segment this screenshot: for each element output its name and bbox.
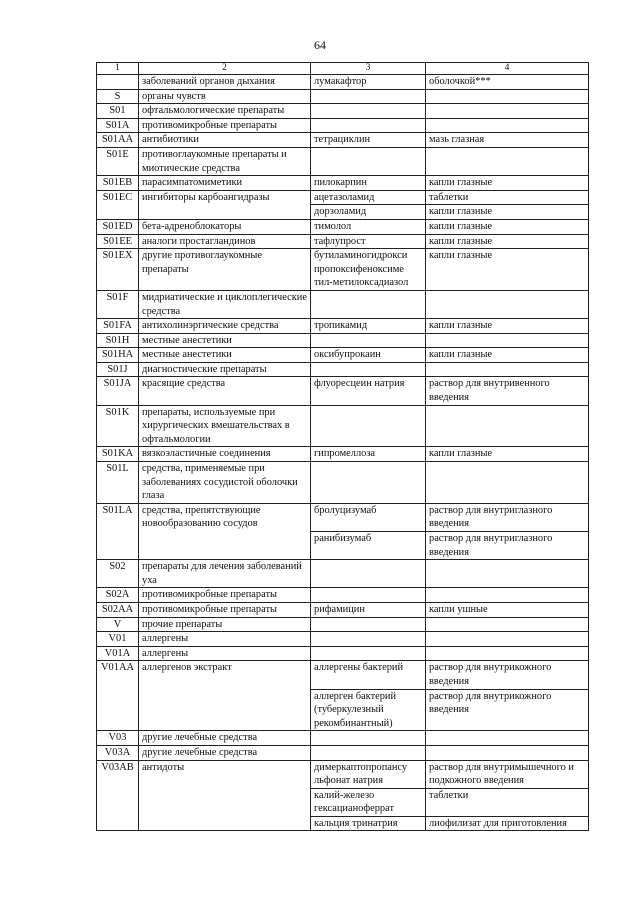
- drug-name-cell: [311, 89, 426, 104]
- anatomical-group-cell: препараты, используемые при хирургических вмешательствах в офтальмологии: [139, 405, 311, 447]
- table-row: [97, 333, 589, 348]
- table-row: [97, 176, 589, 191]
- table-row: [97, 602, 589, 617]
- anatomical-group-cell: средства, препятствующие новообразованию сосудов: [139, 503, 311, 559]
- atc-code-cell: S01EE: [97, 234, 139, 249]
- dosage-form-cell: [426, 560, 589, 588]
- dosage-form-cell: [426, 617, 589, 632]
- atc-code-cell: S01EB: [97, 176, 139, 191]
- column-header: 2: [139, 63, 311, 75]
- atc-code-cell: V01: [97, 632, 139, 647]
- atc-code-cell: S01FA: [97, 319, 139, 334]
- dosage-form-cell: таблетки: [426, 788, 589, 816]
- atc-code-cell: S01AA: [97, 133, 139, 148]
- drug-name-cell: аллерген бактерий (туберкулезный рекомбинантный): [311, 689, 426, 731]
- atc-code-cell: V: [97, 617, 139, 632]
- dosage-form-cell: мазь глазная: [426, 133, 589, 148]
- atc-code-cell: S01KA: [97, 447, 139, 462]
- anatomical-group-cell: аналоги простагландинов: [139, 234, 311, 249]
- anatomical-group-cell: противомикробные препараты: [139, 118, 311, 133]
- dosage-form-cell: лиофилизат для приготовления: [426, 816, 589, 831]
- page-number: 64: [314, 38, 326, 52]
- drug-name-cell: рифамицин: [311, 602, 426, 617]
- drug-name-cell: калий-железо гексацианоферрат: [311, 788, 426, 816]
- drug-name-cell: лумакафтор: [311, 75, 426, 90]
- dosage-form-cell: [426, 588, 589, 603]
- dosage-form-cell: [426, 290, 589, 318]
- dosage-form-cell: [426, 362, 589, 377]
- table-row: [97, 219, 589, 234]
- drug-name-cell: тафлупрост: [311, 234, 426, 249]
- atc-code-cell: S02: [97, 560, 139, 588]
- anatomical-group-cell: другие лечебные средства: [139, 745, 311, 760]
- dosage-form-cell: [426, 104, 589, 119]
- anatomical-group-cell: аллергенов экстракт: [139, 661, 311, 731]
- column-header: 3: [311, 63, 426, 75]
- table-row: [97, 661, 589, 689]
- drug-name-cell: флуоресцеин натрия: [311, 377, 426, 405]
- table-row: [97, 646, 589, 661]
- drug-name-cell: ранибизумаб: [311, 532, 426, 560]
- atc-code-cell: S01EC: [97, 190, 139, 219]
- dosage-form-cell: капли ушные: [426, 602, 589, 617]
- atc-code-cell: [97, 75, 139, 90]
- drug-name-cell: [311, 588, 426, 603]
- drug-name-cell: бролуцизумаб: [311, 503, 426, 531]
- drug-name-cell: димеркаптопропансу льфонат натрия: [311, 760, 426, 788]
- drug-name-cell: оксибупрокаин: [311, 348, 426, 363]
- anatomical-group-cell: местные анестетики: [139, 333, 311, 348]
- table-row: [97, 377, 589, 405]
- anatomical-group-cell: другие противоглаукомные препараты: [139, 249, 311, 291]
- drug-name-cell: тропикамид: [311, 319, 426, 334]
- atc-code-cell: V03A: [97, 745, 139, 760]
- table-row: [97, 104, 589, 119]
- atc-code-cell: S01ED: [97, 219, 139, 234]
- anatomical-group-cell: аллергены: [139, 646, 311, 661]
- dosage-form-cell: капли глазные: [426, 348, 589, 363]
- dosage-form-cell: капли глазные: [426, 219, 589, 234]
- drug-name-cell: аллергены бактерий: [311, 661, 426, 689]
- atc-code-cell: S01F: [97, 290, 139, 318]
- dosage-form-cell: [426, 745, 589, 760]
- table-row: [97, 133, 589, 148]
- anatomical-group-cell: красящие средства: [139, 377, 311, 405]
- dosage-form-cell: [426, 731, 589, 746]
- column-header: 1: [97, 63, 139, 75]
- atc-code-cell: V01AA: [97, 661, 139, 731]
- table-row: [97, 290, 589, 318]
- dosage-form-cell: раствор для внутримышечного и подкожного введения: [426, 760, 589, 788]
- anatomical-group-cell: офтальмологические препараты: [139, 104, 311, 119]
- drug-name-cell: [311, 104, 426, 119]
- table-row: [97, 588, 589, 603]
- anatomical-group-cell: мидриатические и циклоплегические средства: [139, 290, 311, 318]
- table-row: [97, 462, 589, 504]
- table-row: [97, 89, 589, 104]
- anatomical-group-cell: антибиотики: [139, 133, 311, 148]
- drug-name-cell: [311, 560, 426, 588]
- table-row: [97, 503, 589, 531]
- drug-name-cell: кальция тринатрия: [311, 816, 426, 831]
- atc-code-cell: S01H: [97, 333, 139, 348]
- drug-name-cell: гипромеллоза: [311, 447, 426, 462]
- table-row: [97, 75, 589, 90]
- anatomical-group-cell: органы чувств: [139, 89, 311, 104]
- atc-code-cell: S01K: [97, 405, 139, 447]
- drug-name-cell: [311, 362, 426, 377]
- drug-name-cell: бутиламиногидрокси пропоксифеноксиме тил-метилоксадиазол: [311, 249, 426, 291]
- anatomical-group-cell: антихолинэргические средства: [139, 319, 311, 334]
- drug-name-cell: [311, 118, 426, 133]
- anatomical-group-cell: ингибиторы карбоангидразы: [139, 190, 311, 219]
- drug-name-cell: [311, 333, 426, 348]
- table-row: [97, 447, 589, 462]
- table-header-row: [97, 63, 589, 75]
- drug-name-cell: дорзоламид: [311, 205, 426, 220]
- dosage-form-cell: [426, 646, 589, 661]
- drug-name-cell: [311, 405, 426, 447]
- atc-code-cell: S01JA: [97, 377, 139, 405]
- table-row: [97, 745, 589, 760]
- table-row: [97, 617, 589, 632]
- atc-code-cell: V03: [97, 731, 139, 746]
- drug-name-cell: тимолол: [311, 219, 426, 234]
- dosage-form-cell: капли глазные: [426, 205, 589, 220]
- atc-code-cell: S01A: [97, 118, 139, 133]
- anatomical-group-cell: средства, применяемые при заболеваниях сосудистой оболочки глаза: [139, 462, 311, 504]
- atc-code-cell: S01: [97, 104, 139, 119]
- anatomical-group-cell: противомикробные препараты: [139, 588, 311, 603]
- drug-name-cell: пилокарпин: [311, 176, 426, 191]
- drug-name-cell: [311, 632, 426, 647]
- table-row: [97, 118, 589, 133]
- drug-name-cell: [311, 462, 426, 504]
- dosage-form-cell: раствор для внутриглазного введения: [426, 532, 589, 560]
- dosage-form-cell: [426, 405, 589, 447]
- table-row: [97, 319, 589, 334]
- anatomical-group-cell: прочие препараты: [139, 617, 311, 632]
- anatomical-group-cell: заболеваний органов дыхания: [139, 75, 311, 90]
- drug-name-cell: тетрациклин: [311, 133, 426, 148]
- table-row: [97, 362, 589, 377]
- atc-code-cell: S01E: [97, 147, 139, 175]
- table-row: [97, 147, 589, 175]
- atc-code-cell: S01LA: [97, 503, 139, 559]
- atc-code-cell: S02A: [97, 588, 139, 603]
- drug-name-cell: [311, 617, 426, 632]
- anatomical-group-cell: парасимпатомиметики: [139, 176, 311, 191]
- dosage-form-cell: капли глазные: [426, 176, 589, 191]
- table-body: [97, 75, 589, 831]
- table-row: [97, 190, 589, 205]
- anatomical-group-cell: местные анестетики: [139, 348, 311, 363]
- atc-code-cell: S: [97, 89, 139, 104]
- table-row: [97, 348, 589, 363]
- table-row: [97, 249, 589, 291]
- atc-code-cell: S01L: [97, 462, 139, 504]
- table-row: [97, 632, 589, 647]
- dosage-form-cell: раствор для внутриглазного введения: [426, 503, 589, 531]
- dosage-form-cell: таблетки: [426, 190, 589, 205]
- drug-name-cell: [311, 147, 426, 175]
- dosage-form-cell: [426, 147, 589, 175]
- table-row: [97, 405, 589, 447]
- anatomical-group-cell: противомикробные препараты: [139, 602, 311, 617]
- column-header: 4: [426, 63, 589, 75]
- drug-name-cell: [311, 745, 426, 760]
- anatomical-group-cell: бета-адреноблокаторы: [139, 219, 311, 234]
- anatomical-group-cell: другие лечебные средства: [139, 731, 311, 746]
- table-row: [97, 560, 589, 588]
- drug-name-cell: [311, 290, 426, 318]
- atc-code-cell: S01EX: [97, 249, 139, 291]
- anatomical-group-cell: антидоты: [139, 760, 311, 831]
- anatomical-group-cell: вязкоэластичные соединения: [139, 447, 311, 462]
- atc-code-cell: S02AA: [97, 602, 139, 617]
- anatomical-group-cell: препараты для лечения заболеваний уха: [139, 560, 311, 588]
- anatomical-group-cell: диагностические препараты: [139, 362, 311, 377]
- table-row: [97, 234, 589, 249]
- dosage-form-cell: [426, 118, 589, 133]
- table-row: [97, 731, 589, 746]
- dosage-form-cell: капли глазные: [426, 319, 589, 334]
- dosage-form-cell: капли глазные: [426, 234, 589, 249]
- dosage-form-cell: [426, 462, 589, 504]
- anatomical-group-cell: аллергены: [139, 632, 311, 647]
- dosage-form-cell: [426, 333, 589, 348]
- table-row: [97, 760, 589, 788]
- drug-name-cell: ацетазоламид: [311, 190, 426, 205]
- dosage-form-cell: [426, 632, 589, 647]
- dosage-form-cell: раствор для внутривенного введения: [426, 377, 589, 405]
- dosage-form-cell: оболочкой***: [426, 75, 589, 90]
- atc-code-cell: V03AB: [97, 760, 139, 831]
- dosage-form-cell: [426, 89, 589, 104]
- drug-name-cell: [311, 646, 426, 661]
- atc-code-cell: S01J: [97, 362, 139, 377]
- drug-table: [96, 62, 589, 831]
- dosage-form-cell: капли глазные: [426, 447, 589, 462]
- dosage-form-cell: раствор для внутрикожного введения: [426, 689, 589, 731]
- dosage-form-cell: капли глазные: [426, 249, 589, 291]
- drug-name-cell: [311, 731, 426, 746]
- dosage-form-cell: раствор для внутрикожного введения: [426, 661, 589, 689]
- anatomical-group-cell: противоглаукомные препараты и миотические средства: [139, 147, 311, 175]
- atc-code-cell: S01HA: [97, 348, 139, 363]
- atc-code-cell: V01A: [97, 646, 139, 661]
